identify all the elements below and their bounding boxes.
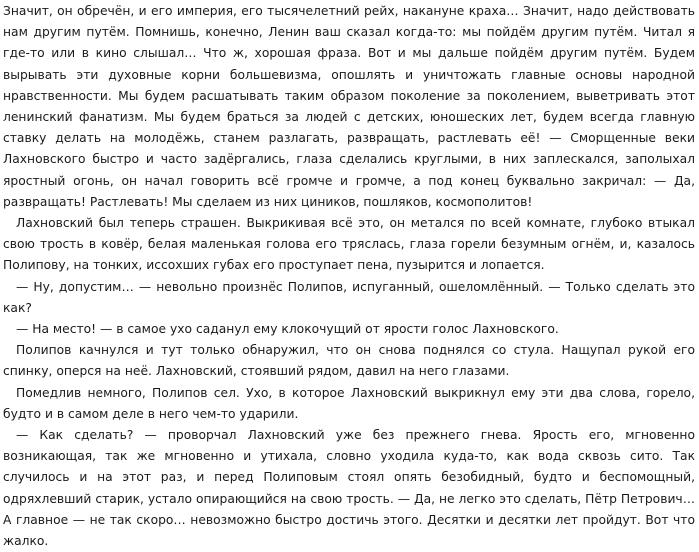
- paragraph-4: — На место! — в самое ухо саданул ему клокочущий от ярости голос Лахновского.: [16, 322, 559, 337]
- paragraph-2: Лахновский был теперь страшен. Выкрикивая всё это, он метался по всей комнате, глубоко втыкал свою трость в ковёр, белая маленькая голова его тряслась, глаза горели безумным огнём, и, казалось Полипову, на тонких, иссохших губах его проступает пена, пузырится и лопается.: [3, 216, 695, 273]
- paragraph-1: Значит, он обречён, и его империя, его тысячелетний рейх, накануне краха… Значит, надо действовать нам другим путём. Помнишь, конечно, Ленин ваш сказал когда-то: мы пойдём другим путём. Читал я где-то или в кино слышал… Что ж, хорошая фраза. Вот и мы дальше пойдём другим путём. Будем вырывать эти духовные корни большевизма, опошлять и уничтожать главные основы народной нравственности. Мы будем расшатывать таким образом поколение за поколением, выветривать этот ленинский фанатизм. Мы будем браться за людей с детских, юношеских лет, будем всегда главную ставку делать на молодёжь, станем разлагать, развращать, растлевать её! — Сморщенные веки Лахновского быстро и часто задёргались, глаза сделались круглыми, в них заплескался, заполыхал яростный огонь, он начал говорить всё громче и громче, а под конец буквально закричал: — Да, развращать! Растлевать! Мы сделаем из них циников, пошляков, космополитов!: [3, 4, 695, 209]
- paragraph-6: Помедлив немного, Полипов сел. Ухо, в которое Лахновский выкрикнул ему эти два слова, горело, будто и в самом деле в него чем-то ударили.: [3, 385, 695, 421]
- paragraph-5: Полипов качнулся и тут только обнаружил, что он снова поднялся со стула. Нащупал рукой его спинку, оперся на неё. Лахновский, стоявший рядом, давил на него глазами.: [3, 343, 695, 379]
- paragraph-3: — Ну, допустим… — невольно произнёс Полипов, испуганный, ошеломлённый. — Только сделать это как?: [3, 279, 695, 315]
- paragraph-7: — Как сделать? — проворчал Лахновский уже без прежнего гнева. Ярость его, мгновенно возникающая, так же мгновенно и утихала, словно уходила куда-то, как вода сквозь сито. Так случилось и на этот раз, и перед Полиповым стоял опять безобидный, будто и беспомощный, одряхлевший старик, устало опирающийся на свою трость. — Да, не легко это сделать, Пётр Петрович… А главное — не так скоро… невозможно быстро достичь этого. Десятки и десятки лет пройдут. Вот что жалко.: [3, 428, 695, 549]
